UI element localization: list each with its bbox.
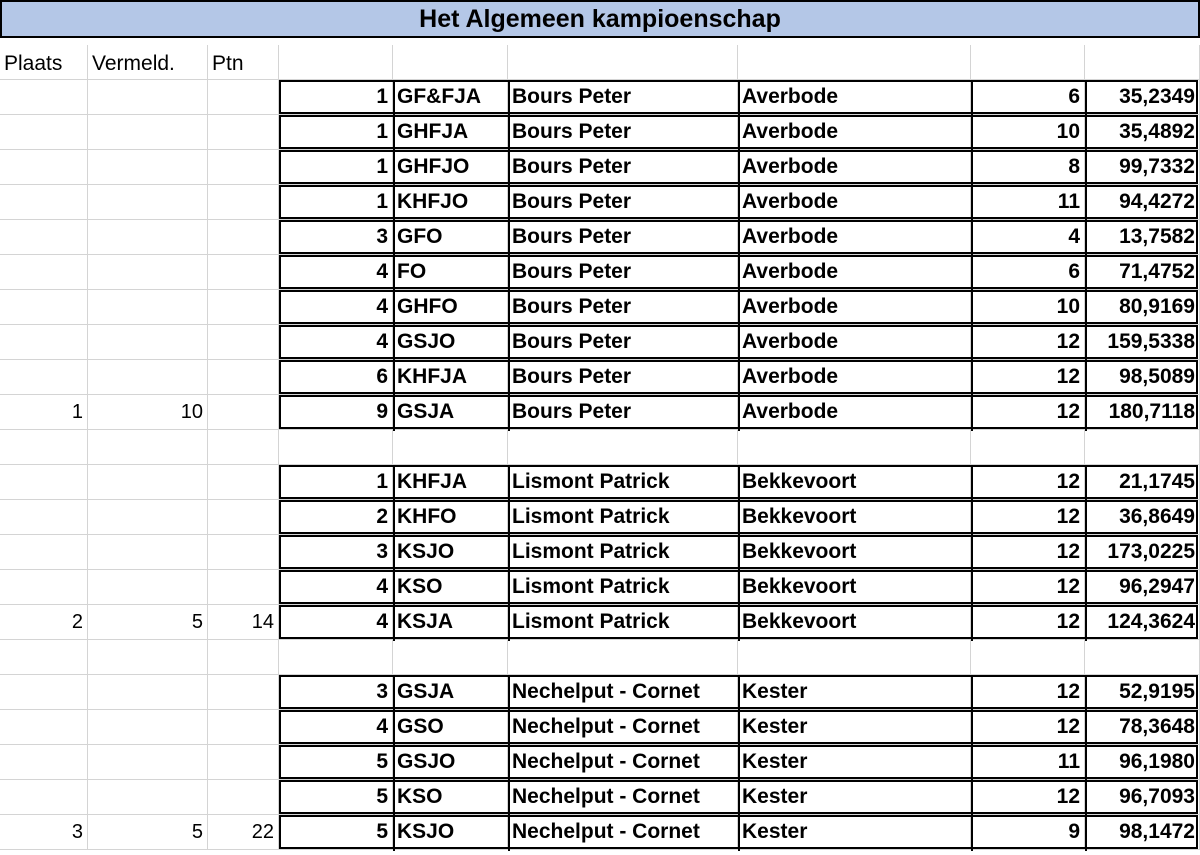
- ptn-cell[interactable]: [208, 80, 279, 115]
- vermeld-cell[interactable]: [88, 115, 208, 150]
- ptn-cell[interactable]: [208, 745, 279, 780]
- empty-cell[interactable]: [0, 640, 88, 675]
- score-cell[interactable]: 21,1745: [1085, 465, 1200, 500]
- rank-cell[interactable]: 4: [279, 255, 393, 290]
- plaats-cell[interactable]: [0, 745, 88, 780]
- ptn-cell[interactable]: [208, 290, 279, 325]
- count-cell[interactable]: 11: [971, 745, 1085, 780]
- count-cell[interactable]: 6: [971, 80, 1085, 115]
- empty-cell[interactable]: [1085, 45, 1200, 80]
- plaats-cell[interactable]: [0, 500, 88, 535]
- score-cell[interactable]: 71,4752: [1085, 255, 1200, 290]
- place-cell[interactable]: Averbode: [738, 325, 971, 360]
- count-cell[interactable]: 12: [971, 605, 1085, 640]
- score-cell[interactable]: 94,4272: [1085, 185, 1200, 220]
- count-cell[interactable]: 12: [971, 675, 1085, 710]
- place-cell[interactable]: Bekkevoort: [738, 605, 971, 640]
- table-row: [0, 780, 1200, 815]
- score-cell[interactable]: 124,3624: [1085, 605, 1200, 640]
- place-cell[interactable]: Averbode: [738, 185, 971, 220]
- score-cell[interactable]: 159,5338: [1085, 325, 1200, 360]
- category-cell[interactable]: GSJA: [393, 395, 508, 430]
- plaats-cell[interactable]: [0, 115, 88, 150]
- count-cell[interactable]: 12: [971, 535, 1085, 570]
- vermeld-cell[interactable]: [88, 185, 208, 220]
- empty-cell[interactable]: [208, 640, 279, 675]
- count-cell[interactable]: 8: [971, 150, 1085, 185]
- count-cell[interactable]: 11: [971, 185, 1085, 220]
- empty-cell[interactable]: [208, 430, 279, 465]
- category-cell[interactable]: KSJA: [393, 605, 508, 640]
- place-cell[interactable]: Averbode: [738, 255, 971, 290]
- count-cell[interactable]: 12: [971, 395, 1085, 430]
- category-cell[interactable]: GHFJA: [393, 115, 508, 150]
- header-ptn[interactable]: Ptn: [208, 45, 279, 80]
- category-cell[interactable]: GSJO: [393, 325, 508, 360]
- plaats-cell[interactable]: [0, 780, 88, 815]
- table-row: [0, 220, 1200, 255]
- name-cell[interactable]: Bours Peter: [508, 395, 738, 430]
- name-cell[interactable]: Nechelput - Cornet: [508, 780, 738, 815]
- category-cell[interactable]: KSO: [393, 570, 508, 605]
- place-cell[interactable]: Kester: [738, 780, 971, 815]
- plaats-cell[interactable]: [0, 465, 88, 500]
- count-cell[interactable]: 12: [971, 325, 1085, 360]
- rank-cell[interactable]: 3: [279, 220, 393, 255]
- score-cell[interactable]: 99,7332: [1085, 150, 1200, 185]
- ptn-cell[interactable]: [208, 675, 279, 710]
- count-cell[interactable]: 12: [971, 465, 1085, 500]
- score-cell[interactable]: 80,9169: [1085, 290, 1200, 325]
- name-cell[interactable]: Bours Peter: [508, 220, 738, 255]
- table-row: [0, 710, 1200, 745]
- name-cell[interactable]: Bours Peter: [508, 255, 738, 290]
- ptn-cell[interactable]: [208, 570, 279, 605]
- category-cell[interactable]: GSO: [393, 710, 508, 745]
- name-cell[interactable]: Lismont Patrick: [508, 535, 738, 570]
- category-cell[interactable]: KSO: [393, 780, 508, 815]
- vermeld-cell[interactable]: 10: [88, 395, 208, 430]
- vermeld-cell[interactable]: [88, 780, 208, 815]
- score-cell[interactable]: 13,7582: [1085, 220, 1200, 255]
- name-cell[interactable]: Nechelput - Cornet: [508, 675, 738, 710]
- plaats-cell[interactable]: [0, 80, 88, 115]
- header-plaats[interactable]: Plaats: [0, 45, 88, 80]
- category-cell[interactable]: KSJO: [393, 535, 508, 570]
- plaats-cell[interactable]: [0, 150, 88, 185]
- place-cell[interactable]: Bekkevoort: [738, 535, 971, 570]
- table-row: [0, 570, 1200, 605]
- table-row: [0, 395, 1200, 430]
- empty-cell[interactable]: [393, 640, 508, 675]
- vermeld-cell[interactable]: [88, 290, 208, 325]
- category-cell[interactable]: GHFJO: [393, 150, 508, 185]
- rank-cell[interactable]: 5: [279, 745, 393, 780]
- place-cell[interactable]: Bekkevoort: [738, 465, 971, 500]
- name-cell[interactable]: Lismont Patrick: [508, 605, 738, 640]
- count-cell[interactable]: 6: [971, 255, 1085, 290]
- ptn-cell[interactable]: [208, 535, 279, 570]
- empty-cell[interactable]: [508, 45, 738, 80]
- empty-cell[interactable]: [88, 640, 208, 675]
- empty-cell[interactable]: [0, 430, 88, 465]
- name-cell[interactable]: Lismont Patrick: [508, 570, 738, 605]
- score-cell[interactable]: 52,9195: [1085, 675, 1200, 710]
- plaats-cell[interactable]: [0, 570, 88, 605]
- header-vermeld[interactable]: Vermeld.: [88, 45, 208, 80]
- count-cell[interactable]: 9: [971, 815, 1085, 850]
- category-cell[interactable]: GHFO: [393, 290, 508, 325]
- place-cell[interactable]: Bekkevoort: [738, 570, 971, 605]
- vermeld-cell[interactable]: [88, 220, 208, 255]
- place-cell[interactable]: Bekkevoort: [738, 500, 971, 535]
- place-cell[interactable]: Averbode: [738, 220, 971, 255]
- count-cell[interactable]: 4: [971, 220, 1085, 255]
- place-cell[interactable]: Kester: [738, 745, 971, 780]
- rank-cell[interactable]: 1: [279, 80, 393, 115]
- vermeld-cell[interactable]: [88, 745, 208, 780]
- ptn-cell[interactable]: [208, 150, 279, 185]
- rank-cell[interactable]: 5: [279, 780, 393, 815]
- name-cell[interactable]: Lismont Patrick: [508, 465, 738, 500]
- plaats-cell[interactable]: 3: [0, 815, 88, 850]
- score-cell[interactable]: 98,5089: [1085, 360, 1200, 395]
- vermeld-cell[interactable]: 5: [88, 605, 208, 640]
- plaats-cell[interactable]: [0, 290, 88, 325]
- name-cell[interactable]: Bours Peter: [508, 360, 738, 395]
- count-cell[interactable]: 10: [971, 290, 1085, 325]
- vermeld-cell[interactable]: [88, 500, 208, 535]
- category-cell[interactable]: GSJO: [393, 745, 508, 780]
- count-cell[interactable]: 12: [971, 500, 1085, 535]
- table-row: [0, 465, 1200, 500]
- empty-cell[interactable]: [971, 640, 1085, 675]
- plaats-cell[interactable]: [0, 360, 88, 395]
- place-cell[interactable]: Kester: [738, 815, 971, 850]
- rank-cell[interactable]: 2: [279, 500, 393, 535]
- place-cell[interactable]: Kester: [738, 675, 971, 710]
- rank-cell[interactable]: 9: [279, 395, 393, 430]
- table-row: [0, 500, 1200, 535]
- empty-cell[interactable]: [738, 640, 971, 675]
- ptn-cell[interactable]: [208, 185, 279, 220]
- vermeld-cell[interactable]: [88, 80, 208, 115]
- table-row: [0, 80, 1200, 115]
- count-cell[interactable]: 10: [971, 115, 1085, 150]
- name-cell[interactable]: Bours Peter: [508, 150, 738, 185]
- rank-cell[interactable]: 4: [279, 570, 393, 605]
- vermeld-cell[interactable]: [88, 255, 208, 290]
- category-cell[interactable]: GSJA: [393, 675, 508, 710]
- table-row: [0, 815, 1200, 850]
- ptn-cell[interactable]: [208, 710, 279, 745]
- table-row: [0, 535, 1200, 570]
- plaats-cell[interactable]: [0, 255, 88, 290]
- header-row: [0, 45, 1200, 80]
- table-row: [0, 115, 1200, 150]
- sheet-title[interactable]: Het Algemeen kampioenschap: [0, 0, 1200, 38]
- vermeld-cell[interactable]: [88, 710, 208, 745]
- rank-cell[interactable]: 4: [279, 710, 393, 745]
- ptn-cell[interactable]: [208, 500, 279, 535]
- score-cell[interactable]: 35,2349: [1085, 80, 1200, 115]
- ptn-cell[interactable]: [208, 115, 279, 150]
- empty-cell[interactable]: [971, 430, 1085, 465]
- ptn-cell[interactable]: [208, 360, 279, 395]
- count-cell[interactable]: 12: [971, 710, 1085, 745]
- name-cell[interactable]: Bours Peter: [508, 325, 738, 360]
- ptn-cell[interactable]: 22: [208, 815, 279, 850]
- rank-cell[interactable]: 1: [279, 150, 393, 185]
- category-cell[interactable]: KSJO: [393, 815, 508, 850]
- ptn-cell[interactable]: [208, 780, 279, 815]
- empty-cell[interactable]: [279, 430, 393, 465]
- ptn-cell[interactable]: [208, 220, 279, 255]
- rank-cell[interactable]: 4: [279, 605, 393, 640]
- vermeld-cell[interactable]: [88, 325, 208, 360]
- empty-cell[interactable]: [508, 640, 738, 675]
- table-row: [0, 605, 1200, 640]
- plaats-cell[interactable]: [0, 710, 88, 745]
- table-row: [0, 360, 1200, 395]
- empty-cell[interactable]: [508, 430, 738, 465]
- ptn-cell[interactable]: [208, 255, 279, 290]
- place-cell[interactable]: Kester: [738, 710, 971, 745]
- place-cell[interactable]: Averbode: [738, 395, 971, 430]
- empty-cell[interactable]: [279, 640, 393, 675]
- place-cell[interactable]: Averbode: [738, 115, 971, 150]
- category-cell[interactable]: GFO: [393, 220, 508, 255]
- name-cell[interactable]: Bours Peter: [508, 115, 738, 150]
- empty-cell[interactable]: [738, 45, 971, 80]
- score-cell[interactable]: 96,2947: [1085, 570, 1200, 605]
- score-cell[interactable]: 96,1980: [1085, 745, 1200, 780]
- empty-cell[interactable]: [971, 45, 1085, 80]
- rank-cell[interactable]: 1: [279, 185, 393, 220]
- place-cell[interactable]: Averbode: [738, 150, 971, 185]
- score-cell[interactable]: 36,8649: [1085, 500, 1200, 535]
- table-row: [0, 150, 1200, 185]
- empty-cell[interactable]: [393, 430, 508, 465]
- place-cell[interactable]: Averbode: [738, 290, 971, 325]
- empty-cell[interactable]: [1085, 640, 1200, 675]
- score-cell[interactable]: 173,0225: [1085, 535, 1200, 570]
- plaats-cell[interactable]: 2: [0, 605, 88, 640]
- category-cell[interactable]: GF&FJA: [393, 80, 508, 115]
- vermeld-cell[interactable]: [88, 360, 208, 395]
- category-cell[interactable]: KHFJO: [393, 185, 508, 220]
- vermeld-cell[interactable]: [88, 570, 208, 605]
- name-cell[interactable]: Bours Peter: [508, 185, 738, 220]
- category-cell[interactable]: KHFO: [393, 500, 508, 535]
- score-cell[interactable]: 78,3648: [1085, 710, 1200, 745]
- ptn-cell[interactable]: [208, 395, 279, 430]
- name-cell[interactable]: Nechelput - Cornet: [508, 815, 738, 850]
- name-cell[interactable]: Bours Peter: [508, 80, 738, 115]
- category-cell[interactable]: KHFJA: [393, 360, 508, 395]
- rank-cell[interactable]: 6: [279, 360, 393, 395]
- ptn-cell[interactable]: [208, 325, 279, 360]
- plaats-cell[interactable]: [0, 535, 88, 570]
- ptn-cell[interactable]: [208, 465, 279, 500]
- empty-cell[interactable]: [279, 45, 393, 80]
- rank-cell[interactable]: 3: [279, 535, 393, 570]
- table-row: [0, 325, 1200, 360]
- plaats-cell[interactable]: [0, 675, 88, 710]
- count-cell[interactable]: 12: [971, 360, 1085, 395]
- table-row: [0, 185, 1200, 220]
- plaats-cell[interactable]: [0, 185, 88, 220]
- vermeld-cell[interactable]: [88, 465, 208, 500]
- count-cell[interactable]: 12: [971, 570, 1085, 605]
- empty-cell[interactable]: [88, 430, 208, 465]
- score-cell[interactable]: 180,7118: [1085, 395, 1200, 430]
- vermeld-cell[interactable]: [88, 150, 208, 185]
- rank-cell[interactable]: 5: [279, 815, 393, 850]
- table-row: [0, 745, 1200, 780]
- place-cell[interactable]: Averbode: [738, 80, 971, 115]
- vermeld-cell[interactable]: [88, 675, 208, 710]
- place-cell[interactable]: Averbode: [738, 360, 971, 395]
- table-row: [0, 290, 1200, 325]
- vermeld-cell[interactable]: [88, 535, 208, 570]
- plaats-cell[interactable]: [0, 220, 88, 255]
- empty-row: [0, 430, 1200, 465]
- name-cell[interactable]: Lismont Patrick: [508, 500, 738, 535]
- category-cell[interactable]: KHFJA: [393, 465, 508, 500]
- rank-cell[interactable]: 1: [279, 115, 393, 150]
- plaats-cell[interactable]: 1: [0, 395, 88, 430]
- score-cell[interactable]: 96,7093: [1085, 780, 1200, 815]
- score-cell[interactable]: 98,1472: [1085, 815, 1200, 850]
- empty-cell[interactable]: [1085, 430, 1200, 465]
- table-row: [0, 675, 1200, 710]
- score-cell[interactable]: 35,4892: [1085, 115, 1200, 150]
- vermeld-cell[interactable]: 5: [88, 815, 208, 850]
- category-cell[interactable]: FO: [393, 255, 508, 290]
- empty-row: [0, 640, 1200, 675]
- empty-cell[interactable]: [738, 430, 971, 465]
- table-row: [0, 255, 1200, 290]
- empty-cell[interactable]: [393, 45, 508, 80]
- name-cell[interactable]: Bours Peter: [508, 290, 738, 325]
- rank-cell[interactable]: 1: [279, 465, 393, 500]
- name-cell[interactable]: Nechelput - Cornet: [508, 710, 738, 745]
- rank-cell[interactable]: 4: [279, 290, 393, 325]
- plaats-cell[interactable]: [0, 325, 88, 360]
- name-cell[interactable]: Nechelput - Cornet: [508, 745, 738, 780]
- count-cell[interactable]: 12: [971, 780, 1085, 815]
- rank-cell[interactable]: 4: [279, 325, 393, 360]
- ptn-cell[interactable]: 14: [208, 605, 279, 640]
- rank-cell[interactable]: 3: [279, 675, 393, 710]
